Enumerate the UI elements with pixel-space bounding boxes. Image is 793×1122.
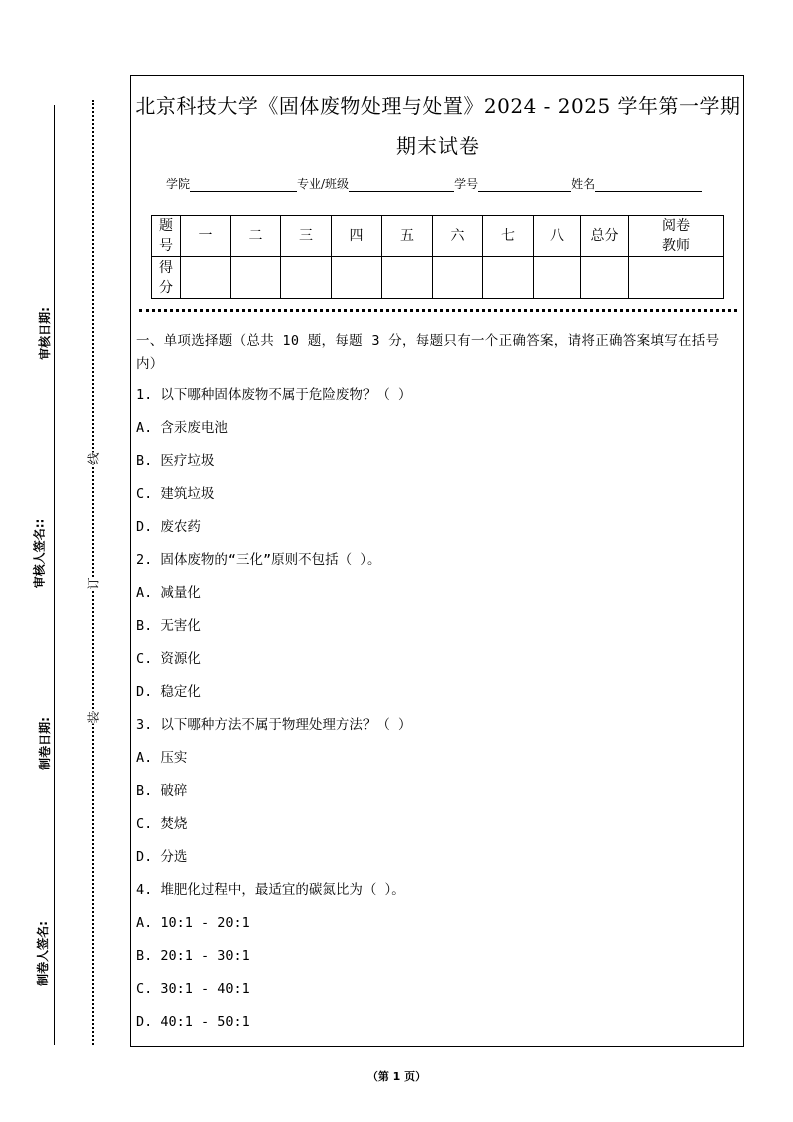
page-number: （第 1 页） xyxy=(366,1070,427,1083)
student-id-field[interactable] xyxy=(478,179,571,192)
option-3d: D. 分选 xyxy=(136,849,188,865)
binding-ding-char: 订 xyxy=(86,577,101,590)
review-date-label: 审核日期: xyxy=(37,307,52,360)
college-label: 学院 xyxy=(166,177,191,191)
option-3c: C. 焚烧 xyxy=(136,816,188,832)
score-row-label: 得分 xyxy=(152,257,181,299)
student-info-row xyxy=(166,175,702,192)
binding-line-char: 线 xyxy=(86,452,101,465)
score-cell[interactable] xyxy=(332,257,382,299)
option-3a: A. 压实 xyxy=(136,750,188,766)
header-cell: 三 xyxy=(281,216,332,257)
header-cell: 二 xyxy=(231,216,281,257)
score-cell[interactable] xyxy=(231,257,281,299)
question-2: 2. 固体废物的“三化”原则不包括（ ）。 xyxy=(136,552,381,568)
option-1c: C. 建筑垃圾 xyxy=(136,486,215,502)
binding-dotted-line xyxy=(92,100,94,1045)
exam-frame xyxy=(130,75,744,1047)
section-heading: 一、单项选择题（总共 10 题，每题 3 分，每题只有一个正确答案，请将正确答案填写在括号内） xyxy=(136,333,720,372)
option-2b: B. 无害化 xyxy=(136,618,201,634)
option-1d: D. 废农药 xyxy=(136,519,201,535)
binding-solid-line xyxy=(54,105,55,1045)
header-cell: 七 xyxy=(483,216,534,257)
score-cell[interactable] xyxy=(483,257,534,299)
exam-subtitle: 期末试卷 xyxy=(396,134,480,158)
binding-zhuang-char: 装 xyxy=(86,711,101,724)
college-field[interactable] xyxy=(190,179,297,192)
option-2c: C. 资源化 xyxy=(136,651,201,667)
exam-title: 北京科技大学《固体废物处理与处置》2024 - 2025 学年第一学期 xyxy=(135,94,741,118)
score-cell[interactable] xyxy=(534,257,581,299)
question-section xyxy=(136,330,738,1044)
header-cell: 八 xyxy=(534,216,581,257)
maker-sign-label: 制卷人签名: xyxy=(35,921,50,986)
score-cell[interactable] xyxy=(382,257,433,299)
option-4b: B. 20:1 - 30:1 xyxy=(136,948,250,964)
score-cell[interactable] xyxy=(181,257,231,299)
option-4d: D. 40:1 - 50:1 xyxy=(136,1014,250,1030)
header-cell: 六 xyxy=(433,216,483,257)
question-4: 4. 堆肥化过程中，最适宜的碳氮比为（ ）。 xyxy=(136,882,405,898)
dotted-separator xyxy=(139,309,737,312)
header-cell: 五 xyxy=(382,216,433,257)
option-2a: A. 减量化 xyxy=(136,585,201,601)
student-id-label: 学号 xyxy=(454,177,479,191)
major-label: 专业/班级 xyxy=(297,177,350,191)
make-date-label: 制卷日期: xyxy=(37,717,52,770)
name-field[interactable] xyxy=(595,179,702,192)
name-label: 姓名 xyxy=(571,177,596,191)
header-cell-grader: 阅卷教师 xyxy=(629,216,724,257)
major-field[interactable] xyxy=(349,179,454,192)
option-3b: B. 破碎 xyxy=(136,783,188,799)
option-1a: A. 含汞废电池 xyxy=(136,420,228,436)
question-3: 3. 以下哪种方法不属于物理处理方法？（ ） xyxy=(136,717,412,733)
question-1: 1. 以下哪种固体废物不属于危险废物？（ ） xyxy=(136,387,412,403)
header-cell: 四 xyxy=(332,216,382,257)
score-cell-grader[interactable] xyxy=(629,257,724,299)
header-cell-question: 题号 xyxy=(152,216,181,257)
option-4a: A. 10:1 - 20:1 xyxy=(136,915,250,931)
option-1b: B. 医疗垃圾 xyxy=(136,453,215,469)
score-table xyxy=(151,215,724,299)
score-cell-total[interactable] xyxy=(581,257,629,299)
header-cell: 一 xyxy=(181,216,231,257)
score-cell[interactable] xyxy=(281,257,332,299)
reviewer-sign-label: 审核人签名:: xyxy=(32,518,47,589)
header-cell-total: 总分 xyxy=(581,216,629,257)
option-4c: C. 30:1 - 40:1 xyxy=(136,981,250,997)
score-cell[interactable] xyxy=(433,257,483,299)
option-2d: D. 稳定化 xyxy=(136,684,201,700)
